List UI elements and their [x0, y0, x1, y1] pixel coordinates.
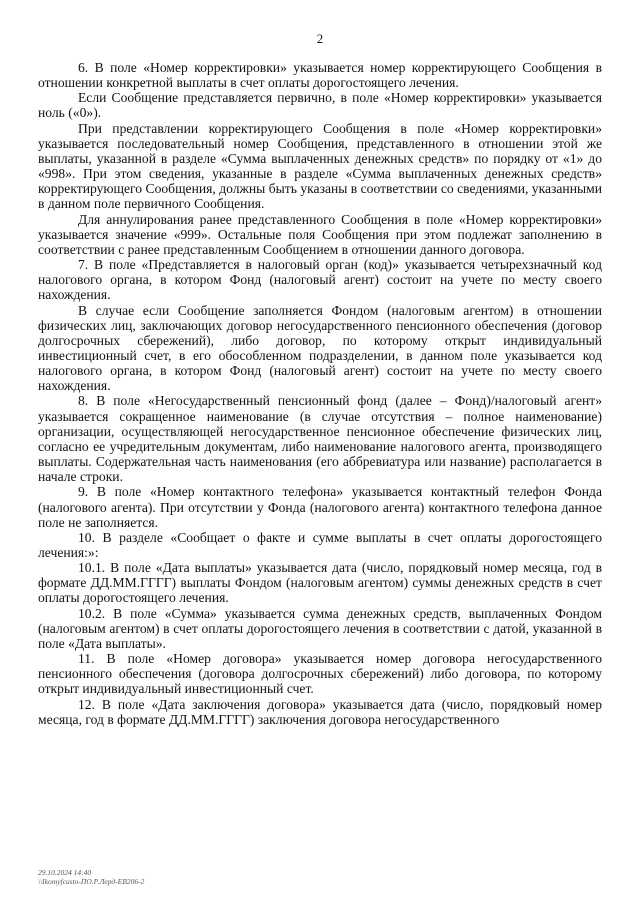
footer-file-path: \\Ikomyfcusto-ПО.Р.Лерд-ЕВ206-2	[38, 877, 145, 886]
paragraph-7: 7. В поле «Представляется в налоговый орган (код)» указывается четырехзначный код налогового органа, в котором Фонд (налоговый агент) состоит на учете по месту своего нахождения.	[38, 257, 602, 303]
paragraph-11: 11. В поле «Номер договора» указывается номер договора негосударственного пенсионного обеспечения (договора долгосрочных сбережений) либо договора, по которому открыт индивидуальный инвестиционный счет.	[38, 651, 602, 697]
paragraph-8: 8. В поле «Негосударственный пенсионный фонд (далее – Фонд)/налоговый агент» указывается сокращенное наименование (в случае отсутствия – полное наименование) организации, осуществляющей негосударственное пенсионное обеспечение физических лиц, согласно ее учредительным документам, либо наименование налогового агента, производящего выплаты. Содержательная часть наименования (его аббревиатура или название) располагается в начале строки.	[38, 393, 602, 485]
page-number: 2	[316, 31, 324, 46]
paragraph-10-1: 10.1. В поле «Дата выплаты» указывается дата (число, порядковый номер месяца, год в формате ДД.ММ.ГГГГ) выплаты Фондом (налоговым агентом) суммы денежных средств в счет оплаты дорогостоящего лечения.	[38, 560, 602, 606]
footer-timestamp: 29.10.2024 14:40	[38, 868, 92, 877]
paragraph-6-annulment: Для аннулирования ранее представленного Сообщения в поле «Номер корректировки» указывается значение «999». Остальные поля Сообщения при этом подлежат заполнению в соответствии с ранее представленным Сообщением в отношении данного договора.	[38, 211, 602, 257]
paragraph-6-initial: Если Сообщение представляется первично, в поле «Номер корректировки» указывается ноль («0»).	[38, 90, 602, 121]
paragraph-10-2: 10.2. В поле «Сумма» указывается сумма денежных средств, выплаченных Фондом (налоговым агентом) в счет оплаты дорогостоящего лечения в соответствии с датой, указанной в поле «Дата выплаты».	[38, 605, 602, 651]
document-body	[38, 60, 602, 727]
paragraph-9: 9. В поле «Номер контактного телефона» указывается контактный телефон Фонда (налогового агента). При отсутствии у Фонда (налогового агента) контактного телефона данное поле не заполняется.	[38, 484, 602, 530]
paragraph-10: 10. В разделе «Сообщает о факте и сумме выплаты в счет оплаты дорогостоящего лечения:»:	[38, 529, 602, 560]
paragraph-12: 12. В поле «Дата заключения договора» указывается дата (число, порядковый номер месяца, год в формате ДД.ММ.ГГГГ) заключения договора негосударственного	[38, 696, 602, 727]
paragraph-7-branch: В случае если Сообщение заполняется Фондом (налоговым агентом) в отношении физических лиц, заключающих договор негосударственного пенсионного обеспечения (договор долгосрочных сбережений), либо договор, по которому открыт индивидуальный инвестиционный счет, в его обособленном подразделении, в данном поле указывается код налогового органа, в котором Фонд (налоговый агент) состоит на учете по месту своего нахождения.	[38, 302, 602, 394]
paragraph-6: 6. В поле «Номер корректировки» указывается номер корректирующего Сообщения в отношении конкретной выплаты в счет оплаты дорогостоящего лечения.	[38, 60, 602, 91]
document-footer	[38, 868, 144, 886]
paragraph-6-corrective: При представлении корректирующего Сообщения в поле «Номер корректировки» указывается последовательный номер Сообщения, представленного в отношении этой же выплаты, указанной в разделе «Сумма выплаченных денежных средств» по порядку от «1» до «998». При этом сведения, указанные в разделе «Сумма выплаченных денежных средств» корректирующего Сообщения, должны быть указаны в соответствии со сведениями, указанными в данном поле первичного Сообщения.	[38, 120, 602, 212]
